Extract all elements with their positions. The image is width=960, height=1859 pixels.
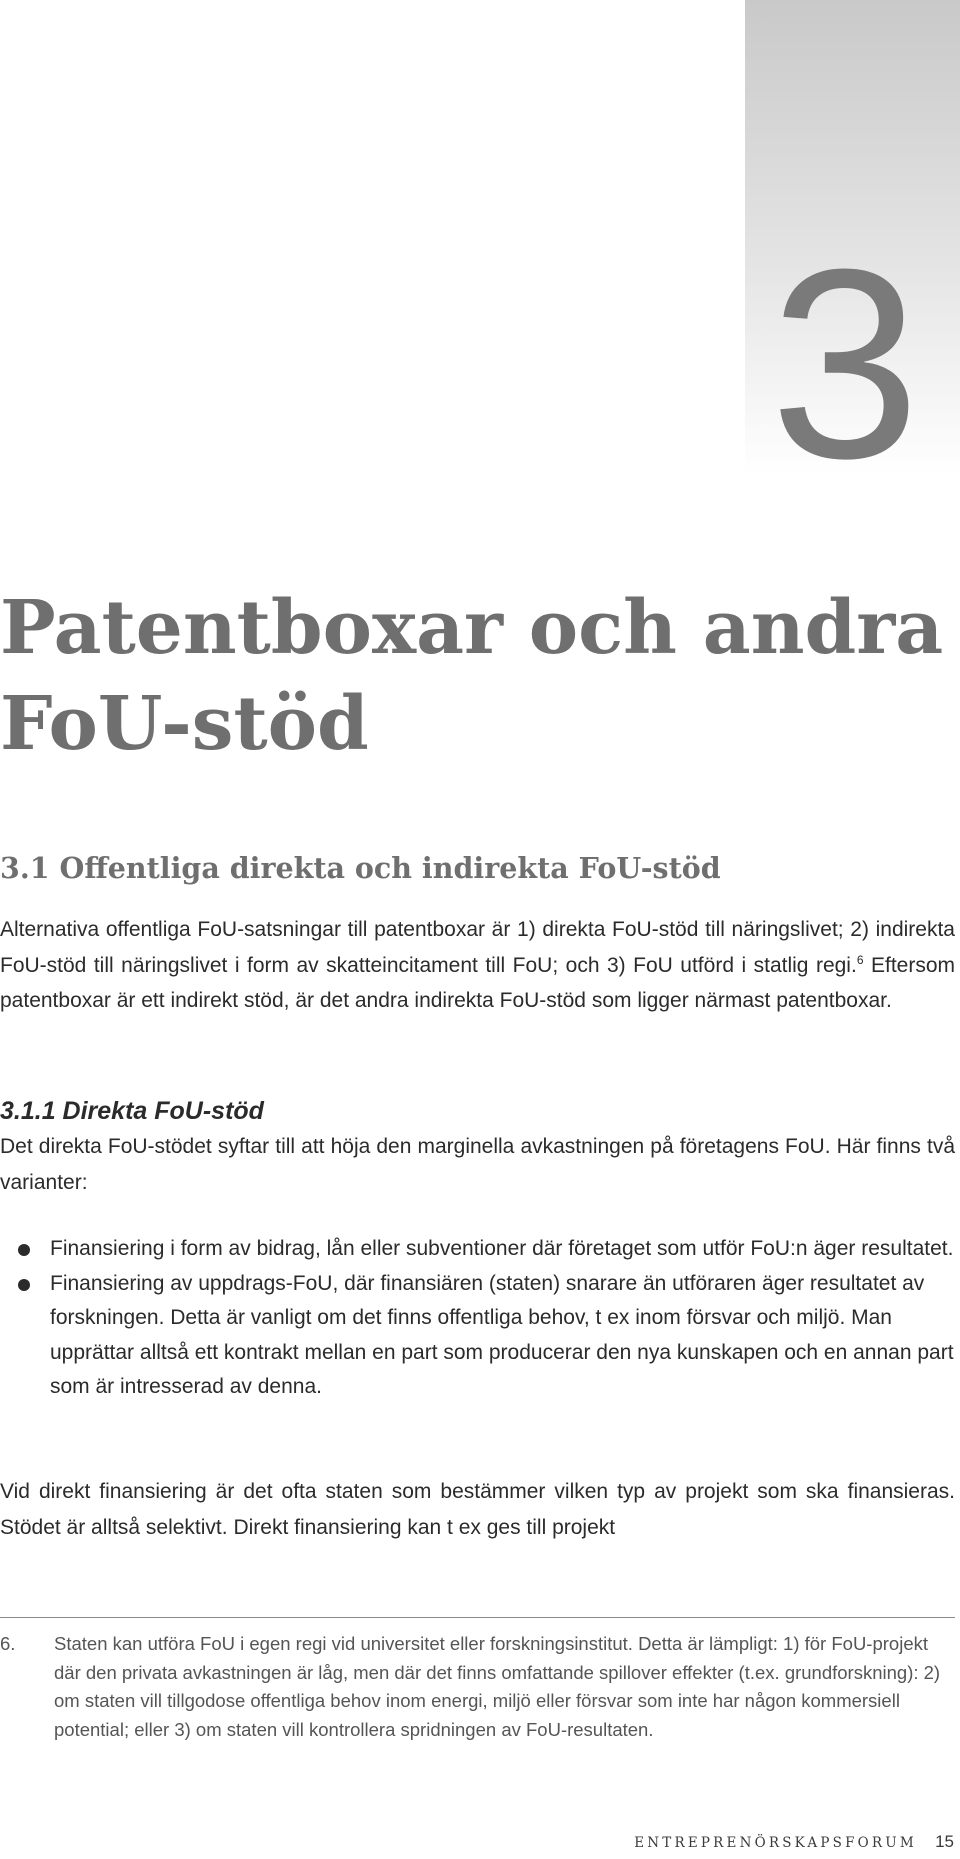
intro-text-part-1: Alternativa offentliga FoU-satsningar till patentboxar är 1) direkta FoU-stöd till näringslivet; 2) indirekta FoU-stöd till näringslivet i form av skatteincitament till FoU; och 3) FoU utförd i statlig regi.: [0, 918, 955, 977]
footnote-reference: 6: [856, 952, 864, 967]
bullet-dot-icon: [18, 1279, 30, 1291]
chapter-title-line-1: Patentboxar och andra: [0, 585, 944, 671]
footnote-text: Staten kan utföra FoU i egen regi vid universitet eller forskningsinstitut. Detta är lämpligt: 1) för FoU-projekt där den privata avkastningen är låg, men där det finns omfattande spillover effekter (t.ex. grundforskning): 2) om staten vill tillgodose offentliga behov inom energi, miljö eller försvar som inte har någon kommersiell potential; eller 3) om staten vill kontrollera spridningen av FoU-resultaten.: [54, 1633, 941, 1740]
footnote: [0, 1630, 955, 1744]
subsection-intro-paragraph: Det direkta FoU-stödet syftar till att höja den marginella avkastningen på företagens FoU. Här finns två varianter:: [0, 1135, 955, 1194]
chapter-number: 3: [770, 214, 921, 515]
subsection-block: [0, 1093, 955, 1200]
list-item: [0, 1232, 955, 1267]
bullet-dot-icon: [18, 1244, 30, 1256]
page-footer: [634, 1832, 954, 1853]
list-item: [0, 1267, 955, 1405]
direct-financing-paragraph: Vid direkt finansiering är det ofta staten som bestämmer vilken typ av projekt som ska finansieras. Stödet är alltså selektivt. Direkt finansiering kan t ex ges till projekt: [0, 1480, 955, 1539]
footnote-divider: [0, 1617, 955, 1618]
chapter-title: [0, 580, 943, 772]
section-intro-paragraph: [0, 912, 955, 1019]
footer-brand: ENTREPRENÖRSKAPSFORUM: [634, 1835, 917, 1851]
section-heading: 3.1 Offentliga direkta och indirekta FoU-stöd: [0, 851, 721, 885]
list-item-text: Finansiering av uppdrags-FoU, där finansiären (staten) snarare än utföraren äger resultatet av forskningen. Detta är vanligt om det finns offentliga behov, t ex inom försvar och miljö. Man upprättar alltså ett kontrakt mellan en part som producerar den nya kunskapen och en annan part som är intresserad av denna.: [50, 1271, 954, 1398]
subsection-heading: 3.1.1 Direkta FoU-stöd: [0, 1097, 264, 1125]
footnote-number: 6.: [0, 1633, 16, 1654]
bullet-list: [0, 1232, 955, 1405]
intro-text-part-2: Eftersom patentboxar är ett indirekt stöd, är det andra indirekta FoU-stöd som ligger närmast patentboxar.: [0, 953, 956, 1012]
list-item-text: Finansiering i form av bidrag, lån eller subventioner där företaget som utför FoU:n äger resultatet.: [50, 1237, 954, 1260]
chapter-title-line-2: FoU-stöd: [0, 681, 369, 767]
page-number: 15: [935, 1832, 954, 1851]
